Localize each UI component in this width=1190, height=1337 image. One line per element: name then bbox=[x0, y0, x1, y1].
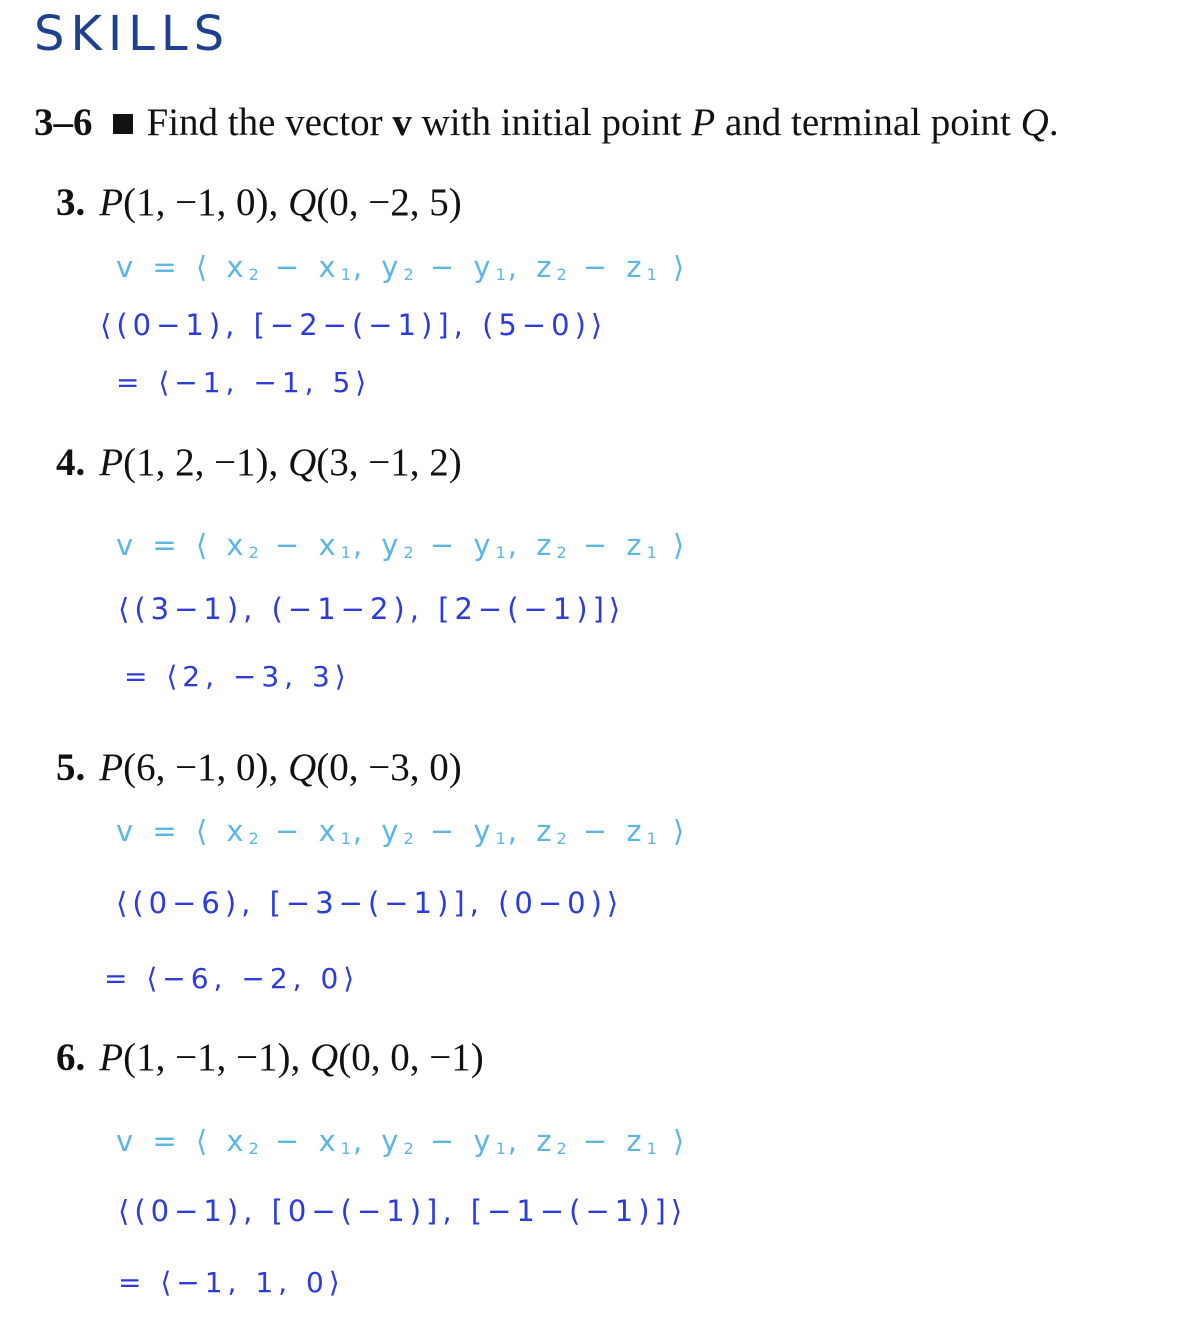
point-q-coords: (0, 0, −1) bbox=[338, 1036, 484, 1079]
handwritten-result: = ⟨−1, −1, 5⟩ bbox=[116, 366, 372, 399]
problem-number: 6. bbox=[56, 1036, 86, 1079]
point-q-coords: (0, −2, 5) bbox=[316, 181, 462, 224]
point-q-coords: (0, −3, 0) bbox=[316, 746, 462, 789]
instruction-period: . bbox=[1048, 101, 1059, 144]
point-p-coords: (1, 2, −1), bbox=[123, 441, 279, 484]
handwritten-work: ⟨(0−6), [−3−(−1)], (0−0)⟩ bbox=[116, 886, 624, 920]
handwritten-work: ⟨(3−1), (−1−2), [2−(−1)]⟩ bbox=[118, 592, 626, 626]
vector-symbol: v bbox=[392, 101, 412, 144]
exercise-range: 3–6 bbox=[34, 101, 93, 144]
handwritten-result: = ⟨−6, −2, 0⟩ bbox=[104, 962, 360, 995]
point-p-label: P bbox=[99, 1036, 124, 1079]
handwritten-formula: v = ⟨ $x_2 - x_1$, $y_2 - y_1$, $z_2 - z_1$ ⟩ bbox=[116, 528, 690, 562]
handwritten-work: ⟨(0−1), [0−(−1)], [−1−(−1)]⟩ bbox=[118, 1194, 688, 1228]
point-p-coords: (1, −1, 0), bbox=[123, 181, 279, 224]
handwritten-work: ⟨(0−1), [−2−(−1)], (5−0)⟩ bbox=[100, 308, 608, 342]
point-q-label: Q bbox=[288, 181, 317, 224]
initial-point-symbol: P bbox=[691, 101, 716, 144]
handwritten-result: = ⟨−1, 1, 0⟩ bbox=[118, 1266, 345, 1299]
problem-number: 4. bbox=[56, 441, 86, 484]
problem-3 bbox=[56, 180, 462, 225]
point-q-coords: (3, −1, 2) bbox=[316, 441, 462, 484]
handwritten-formula: v = ⟨ $x_2 - x_1$, $y_2 - y_1$, $z_2 - z_1$ ⟩ bbox=[116, 1124, 690, 1158]
instruction-text-and: and terminal point bbox=[724, 101, 1011, 144]
section-heading: SKILLS bbox=[34, 6, 231, 62]
point-p-label: P bbox=[99, 746, 124, 789]
handwritten-formula: v = ⟨ $x_2 - x_1$, $y_2 - y_1$, $z_2 - z_1$ ⟩ bbox=[116, 250, 690, 284]
problem-4 bbox=[56, 440, 462, 485]
point-q-label: Q bbox=[310, 1036, 339, 1079]
instruction-text-before: Find the vector bbox=[146, 101, 383, 144]
point-p-coords: (6, −1, 0), bbox=[123, 746, 279, 789]
problem-6 bbox=[56, 1035, 484, 1080]
handwritten-result: = ⟨2, −3, 3⟩ bbox=[124, 660, 351, 693]
point-p-label: P bbox=[99, 181, 124, 224]
point-q-label: Q bbox=[288, 441, 317, 484]
instruction-line bbox=[34, 100, 1059, 145]
instruction-text-middle: with initial point bbox=[421, 101, 682, 144]
point-p-label: P bbox=[99, 441, 124, 484]
problem-number: 3. bbox=[56, 181, 86, 224]
problem-number: 5. bbox=[56, 746, 86, 789]
terminal-point-symbol: Q bbox=[1020, 101, 1049, 144]
problem-5 bbox=[56, 745, 462, 790]
point-p-coords: (1, −1, −1), bbox=[123, 1036, 301, 1079]
point-q-label: Q bbox=[288, 746, 317, 789]
square-bullet-icon bbox=[113, 114, 133, 134]
handwritten-formula: v = ⟨ $x_2 - x_1$, $y_2 - y_1$, $z_2 - z_1$ ⟩ bbox=[116, 814, 690, 848]
